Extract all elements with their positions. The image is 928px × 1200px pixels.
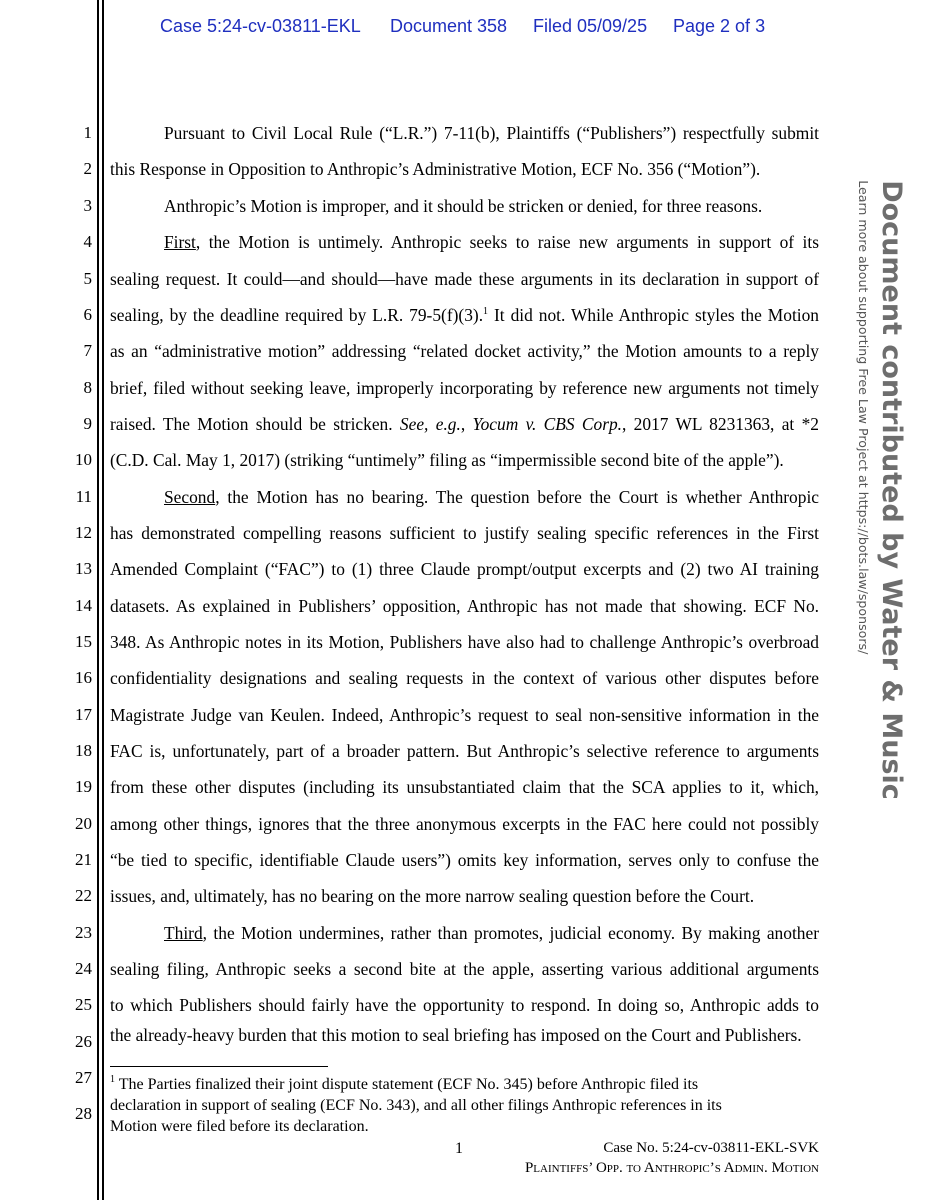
line-number: 3 bbox=[83, 196, 92, 215]
body-line bbox=[110, 487, 819, 507]
body-line: “be tied to specific, identifiable Claude users”) omits key information, serves only to confuse the bbox=[110, 850, 819, 870]
body-line: sealing request. It could—and should—have made these arguments in its declaration in support of bbox=[110, 269, 819, 289]
line-number: 21 bbox=[75, 850, 92, 869]
line-number: 4 bbox=[83, 232, 92, 251]
footer-document-title: Plaintiffs’ Opp. to Anthropic’s Admin. Motion bbox=[524, 1160, 819, 1176]
body-line bbox=[110, 305, 819, 325]
body-text: raised. The Motion should be stricken. bbox=[110, 414, 400, 434]
body-text: , the Motion is untimely. Anthropic seeks to raise new arguments in support of its bbox=[195, 232, 819, 252]
line-number: 17 bbox=[75, 705, 92, 724]
body-text: It did not. While Anthropic styles the Motion bbox=[488, 305, 819, 325]
footnote-reference: 1 bbox=[483, 306, 489, 317]
line-number: 13 bbox=[75, 559, 92, 578]
line-number: 15 bbox=[75, 632, 92, 651]
header-case-number: Case 5:24-cv-03811-EKL bbox=[160, 16, 361, 36]
body-line bbox=[110, 232, 819, 252]
body-line: datasets. As explained in Publishers’ opposition, Anthropic has not made that showing. ECF No. bbox=[110, 596, 819, 616]
header-document-number: Document 358 bbox=[390, 16, 508, 36]
line-number: 24 bbox=[75, 959, 92, 978]
line-number: 9 bbox=[83, 414, 92, 433]
line-number: 2 bbox=[83, 159, 92, 178]
footnote-text: The Parties finalized their joint dispute statement (ECF No. 345) before Anthropic filed its bbox=[115, 1076, 699, 1093]
page-number: 1 bbox=[455, 1140, 463, 1157]
body-line: Pursuant to Civil Local Rule (“L.R.”) 7-11(b), Plaintiffs (“Publishers”) respectfully submit bbox=[164, 123, 819, 143]
footnote-line: Motion were filed before its declaration. bbox=[110, 1118, 369, 1135]
body-line: as an “administrative motion” addressing “related docket activity,” the Motion amounts to a reply bbox=[110, 341, 819, 361]
body-line: issues, and, ultimately, has no bearing on the more narrow sealing question before the Court. bbox=[110, 886, 755, 906]
footnote-divider bbox=[110, 1066, 328, 1067]
body-line: to which Publishers should fairly have the opportunity to respond. In doing so, Anthropic adds to bbox=[110, 995, 819, 1015]
line-number: 7 bbox=[83, 341, 92, 360]
body-text: sealing, by the deadline required by L.R. 79-5(f)(3). bbox=[110, 305, 484, 325]
line-number: 1 bbox=[83, 123, 92, 142]
header-page-count: Page 2 of 3 bbox=[673, 16, 766, 36]
heading-first: First bbox=[164, 232, 196, 252]
body-line: from these other disputes (including its unsubstantiated claim that the SCA applies to it, which, bbox=[110, 777, 819, 797]
line-number: 18 bbox=[75, 741, 92, 760]
line-number: 16 bbox=[75, 668, 92, 687]
heading-second: Second bbox=[164, 487, 216, 507]
body-line: Anthropic’s Motion is improper, and it should be stricken or denied, for three reasons. bbox=[164, 196, 763, 216]
line-number: 14 bbox=[75, 596, 92, 615]
body-line: (C.D. Cal. May 1, 2017) (striking “untimely” filing as “impermissible second bite of the apple”). bbox=[110, 450, 784, 470]
body-line: sealing filing, Anthropic seeks a second bite at the apple, asserting various additional arguments bbox=[110, 959, 819, 979]
body-line bbox=[110, 923, 819, 943]
line-number: 27 bbox=[75, 1068, 92, 1087]
heading-third: Third bbox=[164, 923, 203, 943]
body-line: 348. As Anthropic notes in its Motion, Publishers have also had to challenge Anthropic’s overbroad bbox=[110, 632, 819, 652]
line-number: 22 bbox=[75, 886, 92, 905]
left-margin-rule bbox=[97, 0, 99, 1200]
body-line: this Response in Opposition to Anthropic’s Administrative Motion, ECF No. 356 (“Motion”). bbox=[110, 159, 761, 179]
body-text: , 2017 WL 8231363, at *2 bbox=[622, 414, 819, 434]
line-number: 12 bbox=[75, 523, 92, 542]
body-line: Amended Complaint (“FAC”) to (1) three Claude prompt/output excerpts and (2) two AI training bbox=[110, 559, 819, 579]
ecf-header bbox=[0, 16, 928, 40]
body-line bbox=[110, 414, 819, 434]
footnote-line bbox=[110, 1075, 819, 1095]
body-line: among other things, ignores that the three anonymous excerpts in the FAC here could not possibly bbox=[110, 814, 819, 834]
line-number: 19 bbox=[75, 777, 92, 796]
body-line: has demonstrated compelling reasons sufficient to justify sealing specific references in the First bbox=[110, 523, 819, 543]
line-number: 25 bbox=[75, 995, 92, 1014]
line-number: 23 bbox=[75, 923, 92, 942]
body-line: brief, filed without seeking leave, improperly incorporating by reference new arguments not timely bbox=[110, 378, 819, 398]
body-line: confidentiality designations and sealing requests in the context of various other disputes before bbox=[110, 668, 819, 688]
footnote-line: declaration in support of sealing (ECF No. 343), and all other filings Anthropic references in its bbox=[110, 1097, 722, 1114]
watermark-subtitle: Learn more about supporting Free Law Project at https://bots.law/sponsors/ bbox=[856, 180, 871, 655]
watermark-text-block bbox=[853, 180, 907, 800]
line-number: 6 bbox=[83, 305, 92, 324]
watermark-title: Document contributed by Water & Music bbox=[876, 180, 907, 800]
line-number: 10 bbox=[75, 450, 92, 469]
body-line: Magistrate Judge van Keulen. Indeed, Anthropic’s request to seal non-sensitive information in the bbox=[110, 705, 819, 725]
footnote-marker: 1 bbox=[110, 1074, 115, 1085]
header-filed-date: Filed 05/09/25 bbox=[533, 16, 648, 36]
body-text: , the Motion has no bearing. The question before the Court is whether Anthropic bbox=[215, 487, 819, 507]
left-margin-rule-inner bbox=[102, 0, 104, 1200]
citation-signal: See, e.g. bbox=[399, 414, 461, 434]
body-text: , bbox=[460, 414, 473, 434]
body-line: the already-heavy burden that this motion to seal briefing has imposed on the Court and Publishers. bbox=[110, 1025, 802, 1045]
body-text: , the Motion undermines, rather than promotes, judicial economy. By making another bbox=[202, 923, 819, 943]
line-number: 28 bbox=[75, 1104, 92, 1123]
line-number: 11 bbox=[75, 487, 92, 506]
line-number: 8 bbox=[83, 378, 92, 397]
line-number: 5 bbox=[83, 269, 92, 288]
line-number: 26 bbox=[75, 1032, 92, 1051]
line-number: 20 bbox=[75, 814, 92, 833]
footer-case-number: Case No. 5:24-cv-03811-EKL-SVK bbox=[603, 1140, 819, 1156]
body-line: FAC is, unfortunately, part of a broader pattern. But Anthropic’s selective reference to arguments bbox=[110, 741, 819, 761]
case-name: Yocum v. CBS Corp. bbox=[472, 414, 623, 434]
